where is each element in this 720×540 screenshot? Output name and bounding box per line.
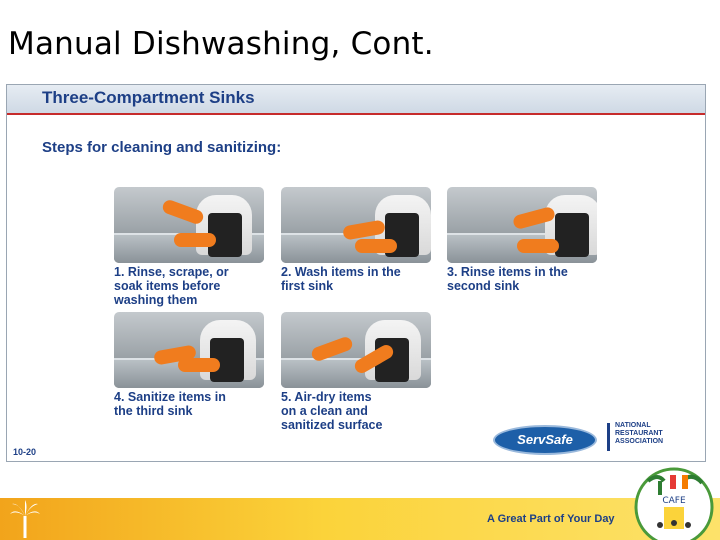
step-5-photo (281, 312, 431, 388)
nra-logo-divider (607, 423, 610, 451)
content-panel (6, 84, 706, 462)
panel-subtitle: Steps for cleaning and sanitizing: (42, 139, 282, 156)
footer-tagline: A Great Part of Your Day (487, 513, 615, 525)
panel-title: Three-Compartment Sinks (42, 88, 255, 107)
nra-logo: NATIONAL RESTAURANT ASSOCIATION (615, 422, 664, 445)
servsafe-logo: ServSafe (493, 425, 597, 455)
step-4-photo (114, 312, 264, 388)
cafe-logo (634, 467, 714, 540)
step-1-photo (114, 187, 264, 263)
step-3-caption: 3. Rinse items in the second sink (447, 265, 568, 293)
step-3-photo (447, 187, 597, 263)
cafe-logo-text: CAFE (662, 496, 686, 506)
step-5-caption: 5. Air-dry items on a clean and sanitized surface (281, 390, 383, 432)
palm-tree-icon (10, 500, 40, 538)
slide-title: Manual Dishwashing, Cont. (8, 26, 434, 62)
page-number: 10-20 (13, 447, 37, 457)
step-2-photo (281, 187, 431, 263)
step-1-caption: 1. Rinse, scrape, or soak items before washing them (114, 265, 229, 307)
step-2-caption: 2. Wash items in the first sink (281, 265, 401, 293)
step-4-caption: 4. Sanitize items in the third sink (114, 390, 226, 418)
panel-header (7, 85, 705, 115)
